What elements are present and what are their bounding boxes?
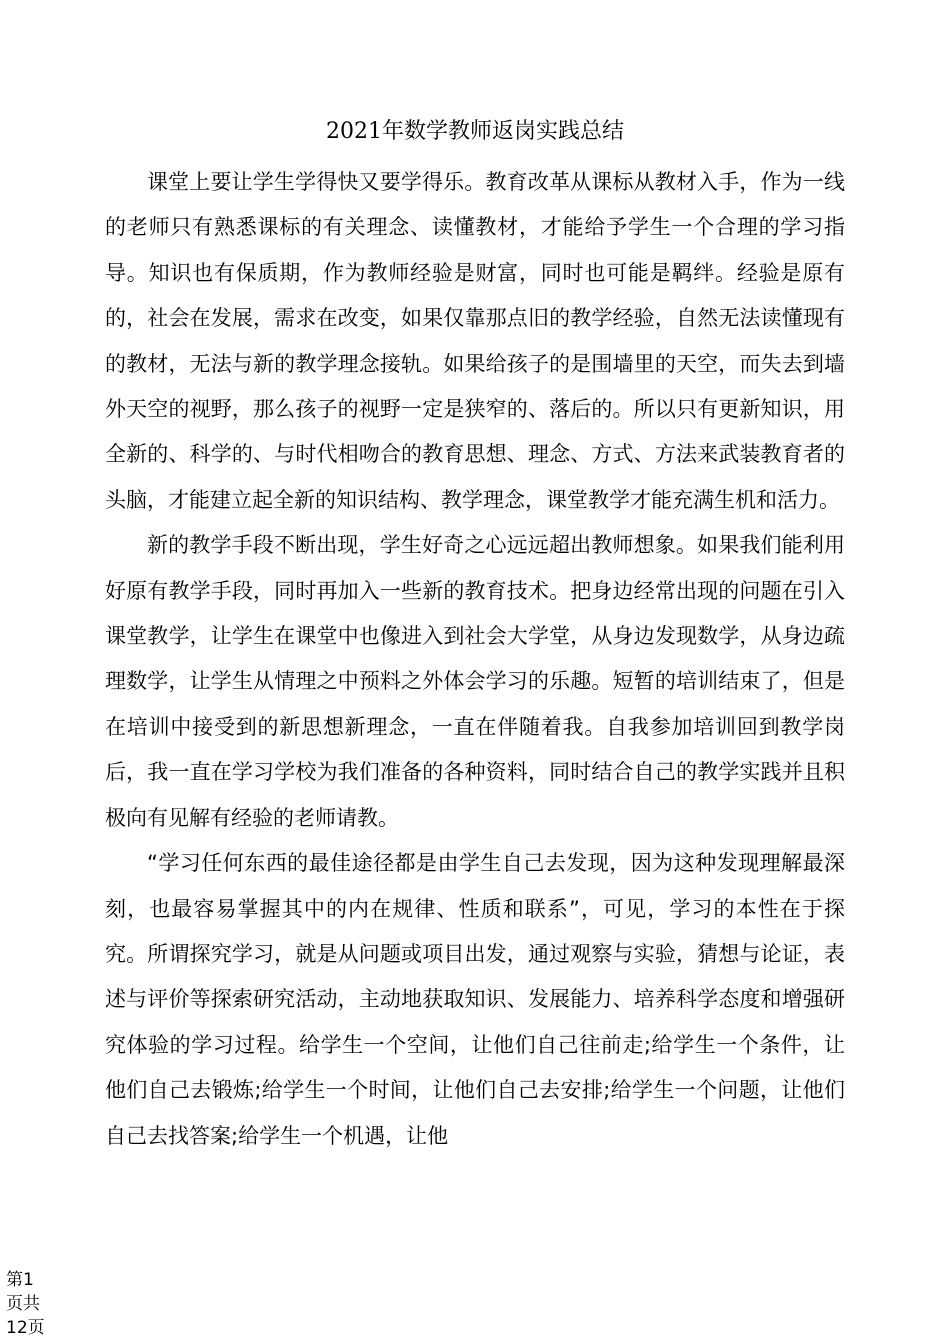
page-number-line-2: 页共 [6,1294,40,1314]
page-number-line-1: 第1 [6,1270,34,1290]
document-body [105,160,845,1159]
paragraph-2: 新的教学手段不断出现，学生好奇之心远远超出教师想象。如果我们能利用好原有教学手段，同时再加入一些新的教育技术。把身边经常出现的问题在引入课堂教学，让学生在课堂中也像进入到社会大学堂，从身边发现数学，从身边疏理数学，让学生从情理之中预料之外体会学习的乐趣。短暂的培训结束了，但是在培训中接受到的新思想新理念，一直在伴随着我。自我参加培训回到教学岗后，我一直在学习学校为我们准备的各种资料，同时结合自己的教学实践并且积极向有见解有经验的老师请教。 [105,533,845,830]
paragraph-3: “学习任何东西的最佳途径都是由学生自己去发现，因为这种发现理解最深刻，也最容易掌握其中的内在规律、性质和联系”，可见，学习的本性在于探究。所谓探究学习，就是从问题或项目出发，通过观察与实验，猜想与论证，表述与评价等探索研究活动，主动地获取知识、发展能力、培养科学态度和增强研究体验的学习过程。给学生一个空间，让他们自己往前走;给学生一个条件，让他们自己去锻炼;给学生一个时间，让他们自己去安排;给学生一个问题，让他们自己去找答案;给学生一个机遇，让他 [105,851,845,1148]
page-number-line-3: 12页 [6,1318,45,1338]
page-number-footer [6,1268,66,1340]
document-title: 2021年数学教师返岗实践总结 [326,119,624,144]
paragraph-1: 课堂上要让学生学得快又要学得乐。教育改革从课标从教材入手，作为一线的老师只有熟悉课标的有关理念、读懂教材，才能给予学生一个合理的学习指导。知识也有保质期，作为教师经验是财富，同时也可能是羁绊。经验是原有的，社会在发展，需求在改变，如果仅靠那点旧的教学经验，自然无法读懂现有的教材，无法与新的教学理念接轨。如果给孩子的是围墙里的天空，而失去到墙外天空的视野，那么孩子的视野一定是狭窄的、落后的。所以只有更新知识，用全新的、科学的、与时代相吻合的教育思想、理念、方式、方法来武装教育者的头脑，才能建立起全新的知识结构、教学理念，课堂教学才能充满生机和活力。 [105,170,845,512]
